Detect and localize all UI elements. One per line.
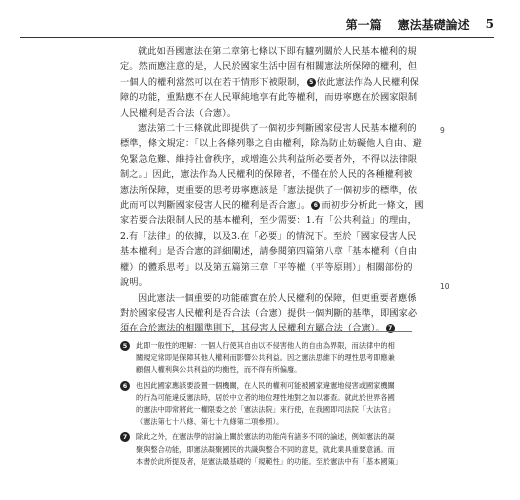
footnote-7	[120, 431, 420, 468]
text-line	[120, 321, 416, 336]
footnote-number-badge: 7	[120, 432, 130, 442]
footnote-number-badge: 6	[120, 381, 130, 391]
text-line: 人民權利是否合法（合憲）。	[120, 107, 237, 119]
text-line: 權）的體系思考」以及第五篇第三章「平等權（平等原則）」相關部份的	[120, 261, 413, 273]
chapter-title: 憲法基礎論述	[397, 17, 470, 32]
text-line: 就此如吾國憲法在第二章第七條以下即有臚列關於人民基本權利的規	[138, 46, 417, 57]
text-line: 因此憲法一個重要的功能確實在於人民權利的保障，但更重要者應係	[138, 292, 417, 304]
footnotes	[120, 340, 420, 471]
footnote-number-badge: 5	[120, 341, 130, 351]
footnote-divider	[120, 331, 412, 332]
header-rule	[20, 37, 494, 38]
footnote-line: 聚與整合功能，即憲法凝聚國民的共識與整合不同的意見，就此業具重要意涵。而	[136, 444, 395, 454]
text-line: 定。然而應注意的是，人民於國家生活中固有相關憲法所保障的權利，但	[120, 61, 418, 73]
footnote-ref-5[interactable]: 5	[307, 78, 316, 87]
footnote-6	[120, 380, 420, 429]
page-number: 5	[485, 17, 494, 31]
margin-note-number: 10	[440, 282, 450, 291]
text-segment: 依此憲法作為人民權利保	[316, 76, 419, 88]
footnote-line: 除此之外，在憲法學的討論上關於憲法的功能尚有諸多不同的論述，例如憲法的凝	[136, 432, 395, 442]
footnote-line: （憲法第七十八條、第七十九條第二項參照）。	[136, 417, 284, 427]
footnote-5	[120, 340, 420, 377]
text-line: 標準，條文規定：「以上各條列舉之自由權利，除為防止妨礙他人自由、避	[120, 138, 422, 150]
text-segment: 此而可以判斷國家侵害人民的權利是否合憲」。	[120, 200, 311, 212]
footnote-line: 此即一般性的理解：一個人行使其自由以不侵害他人的自由為界限，而法律中的相	[136, 341, 395, 350]
footnote-line: 顧個人權利與公共利益的均衡性，而不得有所偏廢。	[136, 365, 302, 375]
text-segment: 而初步分析此一條文，國	[321, 200, 424, 212]
paragraph-2	[120, 121, 424, 290]
text-line: 免緊急危難、維持社會秩序，或增進公共利益所必要者外，不得以法律限	[120, 153, 418, 165]
text-line: 憲法所保障，更重要的思考毋寧應該是「憲法提供了一個初步的標準，依	[120, 184, 418, 196]
footnote-line: 也因此國家應該要設置一個機關，在人民的權利可能被國家違憲地侵害或國家機關	[136, 380, 395, 390]
main-text	[120, 44, 424, 337]
footnote-line: 關規定常即是保障其他人權利而影響公共利益。因之憲法思維下的理性思考即應兼	[136, 353, 395, 363]
paragraph-1	[120, 44, 419, 121]
text-segment: 一個人的權利當然可以在若干情形下被限制，	[120, 76, 306, 88]
text-line: 憲法第二十三條就此即提供了一個初步判斷國家侵害人民基本權利的	[138, 123, 417, 135]
paragraph-3	[120, 291, 416, 337]
text-line: 障的功能，重點應不在人民單純地享有此等權利，而毋寧應在於國家限制	[120, 92, 418, 104]
page-header	[20, 14, 494, 34]
footnote-line: 的行為可能違反憲法時，居於中立者的地位理性地對之加以審查。就此於世界各國	[136, 392, 395, 402]
text-line	[120, 198, 424, 213]
footnote-line: 本書於此所提及者，是憲法最基礎的「規範性」的功能。至於憲法中有「基本國策」	[136, 456, 402, 466]
text-line: 家若要合法限制人民的基本權利，至少需要：1.有「公共利益」的理由，	[120, 215, 417, 227]
footnote-line: 的憲法中即常將此一權限委之於「憲法法院」來行使，在我國即司法院「大法官」	[136, 405, 395, 415]
text-line: 2.有「法律」的依據，以及3.在「必要」的情況下。至於「國家侵害人民	[120, 230, 417, 242]
text-line: 說明。	[120, 277, 148, 289]
chapter-label: 第一篇	[345, 17, 382, 32]
text-segment: 須在合於憲法的相關準則下，其侵害人民權利方屬合法（合憲）。	[120, 323, 385, 335]
footnote-ref-7[interactable]: 7	[386, 324, 395, 333]
text-line	[120, 75, 419, 90]
text-line: 對於國家侵害人民權利是否合法（合憲）提供一個判斷的基準，即國家必	[120, 307, 418, 319]
margin-note-number: 9	[440, 126, 445, 135]
text-line: 制之。」因此，憲法作為人民權利的保障者，不僅在於人民的各種權利被	[120, 169, 413, 181]
footnote-ref-6[interactable]: 6	[311, 201, 320, 210]
text-line: 基本權利」是否合憲的詳細闡述，請參閱第四篇第八章「基本權利（自由	[120, 246, 418, 258]
